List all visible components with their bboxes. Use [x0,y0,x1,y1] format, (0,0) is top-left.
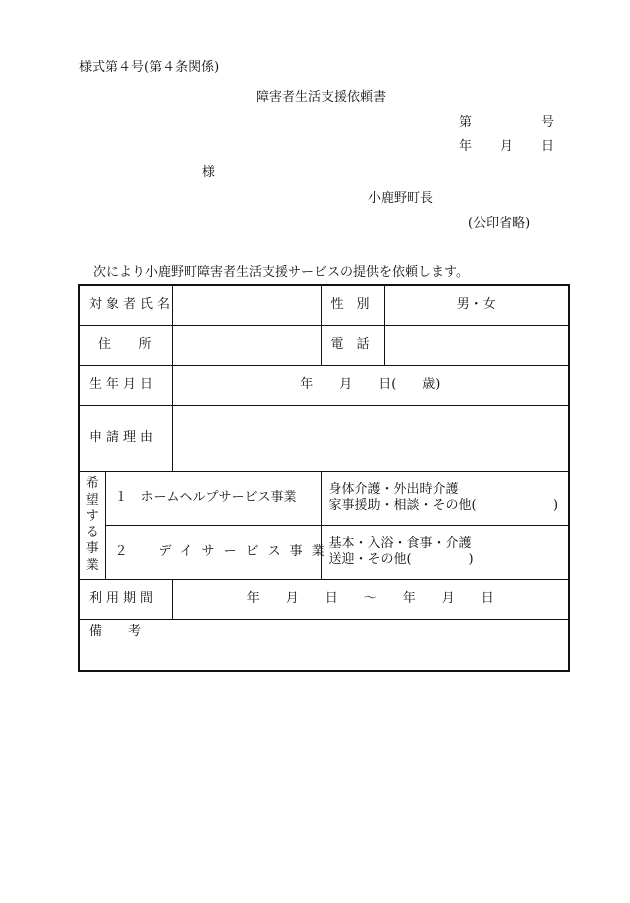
number-prefix: 第 [459,115,473,130]
row-dob [79,365,569,405]
sex-label: 性 別 [321,285,384,325]
period-field[interactable]: 年 月 日 ～ 年 月 日 [172,579,569,619]
name-field[interactable] [172,285,321,325]
seal-omitted: (公印省略) [468,216,531,231]
service-day-close: ) [468,552,474,567]
phone-field[interactable] [384,325,569,365]
row-address [79,325,569,365]
service-day-line2: 送迎・その他( [328,552,412,567]
dob-field[interactable]: 年 月 日( 歳) [172,365,569,405]
service-day-line1: 基本・入浴・食事・介護 [328,535,472,551]
intro-text: 次により小鹿野町障害者生活支援サービスの提供を依頼します。 [93,265,469,280]
service-homehelp-line1: 身体介護・外出時介護 [328,481,459,497]
date-year: 年 [459,139,473,154]
address-label [79,325,172,365]
page-title: 障害者生活支援依頼書 [256,90,387,105]
desired-service-label: 希 望 す る 事 業 [79,471,105,579]
service-day-options[interactable] [321,525,569,579]
reason-field[interactable] [172,405,569,471]
address-label-b: 所 [138,336,152,352]
form-id: 様式第４号(第４条関係) [79,60,220,75]
service-homehelp-options[interactable] [321,471,569,525]
number-suffix: 号 [541,115,555,130]
remarks-field[interactable] [79,619,569,671]
service-homehelp-label: １ ホームヘルプサービス事業 [105,471,321,525]
remarks-label-a: 備 [89,623,103,639]
recipient-suffix: 様 [202,165,216,180]
row-service-2 [79,525,569,579]
date-month: 月 [500,139,514,154]
address-field[interactable] [172,325,321,365]
service-homehelp-close: ) [552,498,559,513]
sex-value[interactable]: 男・女 [384,285,569,325]
dob-label: 生年月日 [79,365,172,405]
row-period [79,579,569,619]
service-homehelp-line2: 家事援助・相談・その他( [328,498,477,513]
row-service-1 [79,471,569,525]
remarks-label-b: 考 [128,623,142,639]
phone-label: 電 話 [321,325,384,365]
date-day: 日 [541,139,555,154]
address-label-a: 住 [98,336,112,352]
row-name [79,285,569,325]
period-label: 利用期間 [79,579,172,619]
row-remarks [79,619,569,671]
issuer: 小鹿野町長 [368,191,434,206]
reason-label: 申請理由 [79,405,172,471]
row-reason [79,405,569,471]
request-form-table [78,284,570,672]
name-label: 対象者氏名 [79,285,172,325]
service-day-label: ２ デイサービス事業 [105,525,321,579]
